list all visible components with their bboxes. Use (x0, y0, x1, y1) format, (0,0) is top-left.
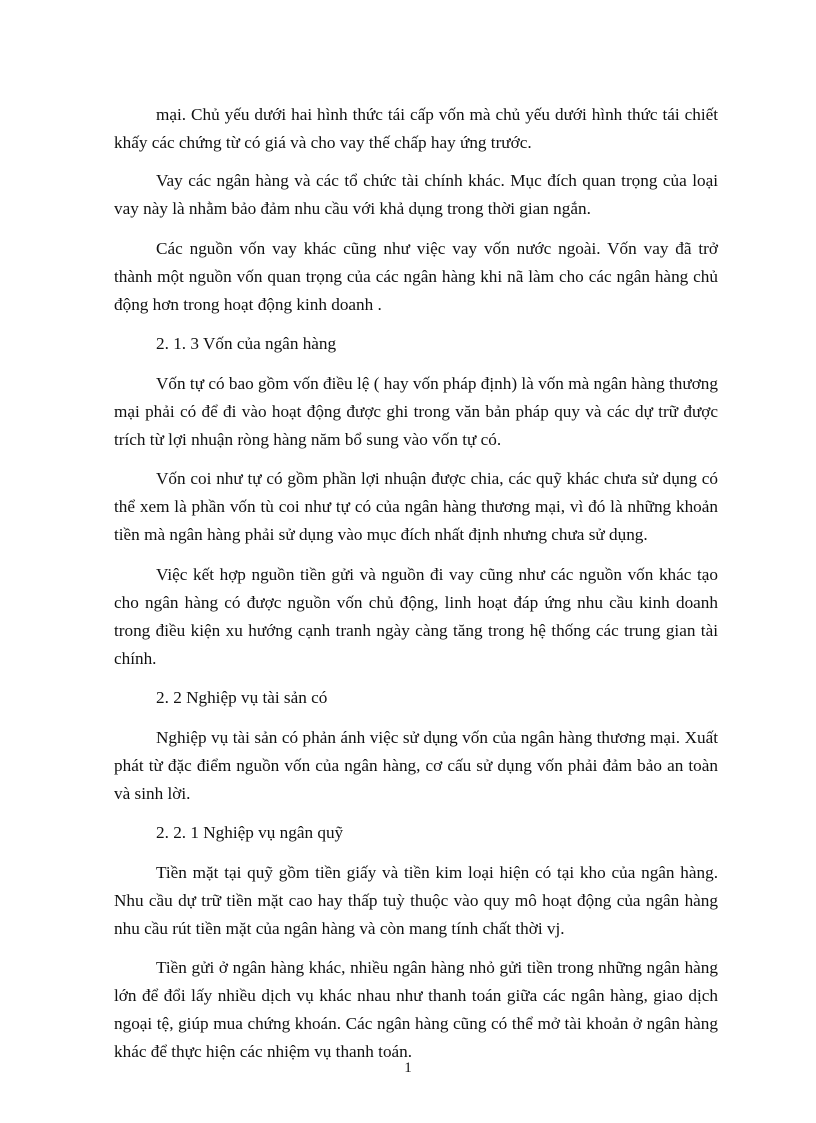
paragraph-deposits-other-banks: Tiền gửi ở ngân hàng khác, nhiều ngân hàng nhỏ gửi tiền trong những ngân hàng lớn để đổi lấy nhiều dịch vụ khác nhau như thanh toán giữa các ngân hàng, giao dịch ngoại tệ, giúp mua chứng khoán. Các ngân hàng cũng có thể mở tài khoản ở ngân hàng khác để thực hiện các nhiệm vụ thanh toán. (114, 958, 718, 1061)
paragraph-quasi-own-capital: Vốn coi như tự có gồm phần lợi nhuận được chia, các quỹ khác chưa sử dụng có thể xem là phần vốn tù coi như tự có của ngân hàng thương mại, vì đó là những khoản tiền mà ngân hàng phải sử dụng vào mục đích nhất định nhưng chưa sử dụng. (114, 469, 718, 544)
section-heading-2-1-3: 2. 1. 3 Vốn của ngân hàng (156, 334, 337, 353)
paragraph-capital-combination: Việc kết hợp nguồn tiền gửi và nguồn đi vay cũng như các nguồn vốn khác tạo cho ngân hàng có được nguồn vốn chủ động, linh hoạt đáp ứng nhu cầu kinh doanh trong điều kiện xu hướng cạnh tranh ngày càng tăng trong hệ thống các trung gian tài chính. (114, 564, 718, 668)
paragraph-cash-in-vault: Tiền mặt tại quỹ gồm tiền giấy và tiền kim loại hiện có tại kho của ngân hàng. Nhu cầu dự trữ tiền mặt cao hay thấp tuỳ thuộc vào quy mô hoạt động của ngân hàng nhu cầu rút tiền mặt của ngân hàng và còn mang tính chất thời vj. (114, 862, 718, 938)
section-heading-2-2-1: 2. 2. 1 Nghiệp vụ ngân quỹ (156, 823, 344, 842)
page-number: 1 (404, 1060, 412, 1076)
paragraph-interbank-borrowing: Vay các ngân hàng và các tổ chức tài chính khác. Mục đích quan trọng của loại vay này là nhằm bảo đảm nhu cầu với khả dụng trong thời gian ngắn. (114, 171, 718, 218)
section-heading-2-2: 2. 2 Nghiệp vụ tài sản có (156, 688, 328, 707)
paragraph-own-capital: Vốn tự có bao gồm vốn điều lệ ( hay vốn pháp định) là vốn mà ngân hàng thương mại phải có để đi vào hoạt động được ghi trong văn bản pháp quy và các dự trữ được trích từ lợi nhuận ròng hàng năm bổ sung vào vốn tự có. (114, 373, 718, 449)
paragraph-refinancing-continued: mại. Chủ yếu dưới hai hình thức tái cấp vốn mà chủ yếu dưới hình thức tái chiết khấy các chứng từ có giá và cho vay thế chấp hay ứng trước. (114, 105, 718, 152)
paragraph-asset-operations: Nghiệp vụ tài sản có phản ánh việc sử dụng vốn của ngân hàng thương mại. Xuất phát từ đặc điểm nguồn vốn của ngân hàng, cơ cấu sử dụng vốn phải đảm bảo an toàn và sinh lời. (114, 727, 718, 803)
page-body (114, 101, 718, 1078)
paragraph-other-borrowing: Các nguồn vốn vay khác cũng như việc vay vốn nước ngoài. Vốn vay đã trở thành một nguồn vốn quan trọng của các ngân hàng khi nã làm cho các ngân hàng chủ động hơn trong hoạt động kinh doanh . (114, 238, 718, 314)
